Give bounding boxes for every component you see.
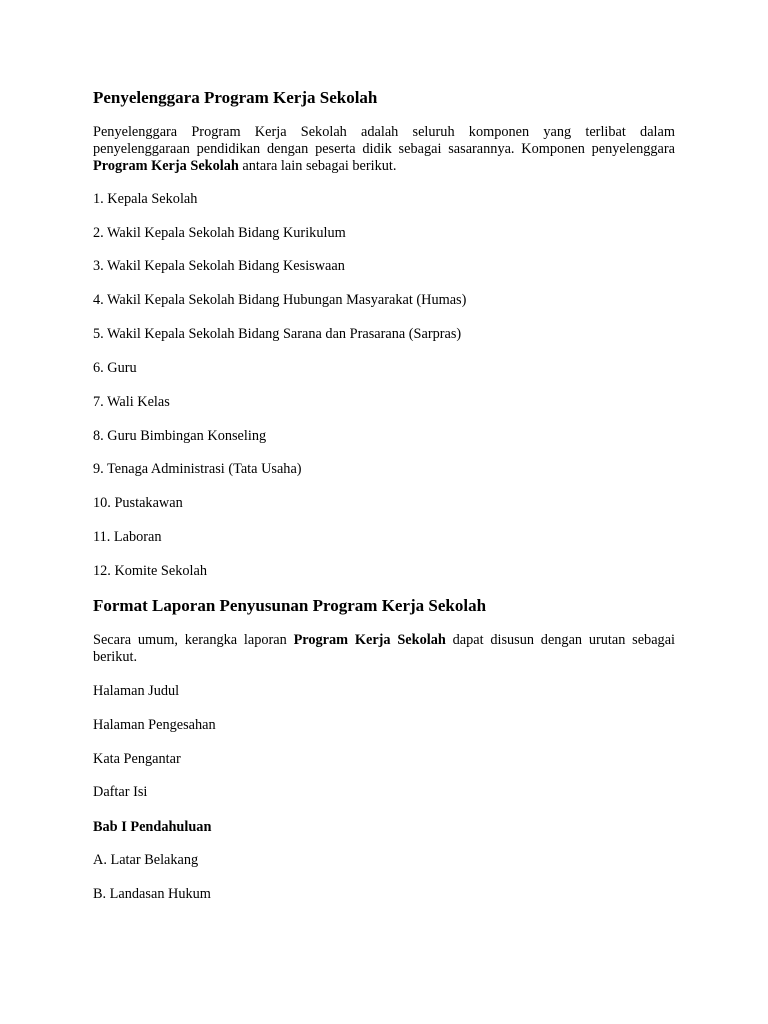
section1-intro-text: Penyelenggara Program Kerja Sekolah adalah seluruh komponen yang terlibat dalam penyelenggaraan pendidikan dengan peserta didik sebagai sasarannya. Komponen penyelenggara [93, 124, 675, 157]
list-item: A. Latar Belakang [93, 852, 199, 868]
section-heading-format-laporan: Format Laporan Penyusunan Program Kerja Sekolah [93, 596, 487, 615]
list-item: 12. Komite Sekolah [93, 563, 207, 579]
section2-intro-paragraph [93, 632, 675, 666]
list-item: Halaman Judul [93, 683, 180, 699]
list-item: 10. Pustakawan [93, 495, 183, 511]
list-item: 8. Guru Bimbingan Konseling [93, 428, 267, 444]
list-item: 9. Tenaga Administrasi (Tata Usaha) [93, 461, 302, 477]
list-item: 2. Wakil Kepala Sekolah Bidang Kurikulum [93, 225, 346, 241]
list-item: 7. Wali Kelas [93, 394, 170, 410]
section2-intro-bold: Program Kerja Sekolah [293, 632, 446, 648]
list-item: 5. Wakil Kepala Sekolah Bidang Sarana dan Prasarana (Sarpras) [93, 326, 462, 342]
list-item: Halaman Pengesahan [93, 717, 216, 733]
list-item: Kata Pengantar [93, 751, 181, 767]
section1-intro-paragraph [93, 124, 675, 175]
list-item: 3. Wakil Kepala Sekolah Bidang Kesiswaan [93, 258, 345, 274]
list-item: 1. Kepala Sekolah [93, 191, 198, 207]
list-item: 11. Laboran [93, 529, 162, 545]
section1-intro-bold: Program Kerja Sekolah [93, 158, 239, 174]
section2-intro-text-end: dapat disusun dengan urutan sebagai berikut. [93, 632, 676, 665]
list-item: 4. Wakil Kepala Sekolah Bidang Hubungan Masyarakat (Humas) [93, 292, 467, 308]
list-item: 6. Guru [93, 360, 137, 376]
list-item: B. Landasan Hukum [93, 886, 211, 902]
chapter-heading: Bab I Pendahuluan [93, 819, 212, 835]
section-heading-penyelenggara: Penyelenggara Program Kerja Sekolah [93, 88, 378, 107]
section1-intro-text-end: antara lain sebagai berikut. [238, 158, 397, 174]
list-item: Daftar Isi [93, 784, 148, 800]
section2-intro-text: Secara umum, kerangka laporan [93, 632, 294, 648]
